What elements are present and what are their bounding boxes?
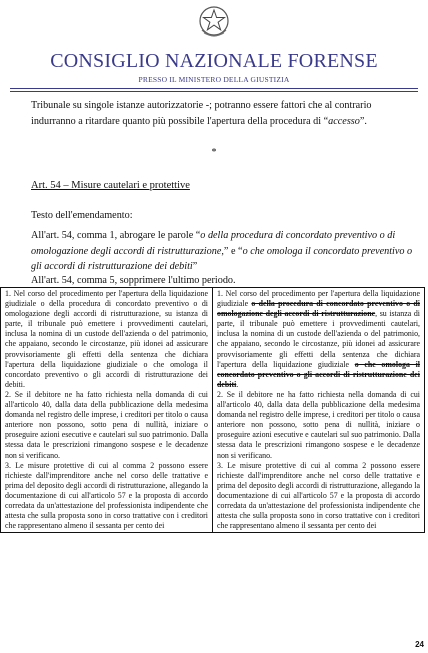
left-comma-3: 3. Le misure protettive di cui al comma 2 possono essere richieste dall'imprenditore anche nel corso delle trattative e prima del deposito degli accordi di ristrutturazione, allegando la documentazione di cui all'articolo 57 e la proposta di accordo corredata da un'attestazione del professionista indipendente che attesta che sulla proposta sono in corso trattative con i creditori che rappresentano almeno il sessanta per cento dei [5, 460, 208, 531]
header-rule [10, 88, 418, 89]
right-comma-3: 3. Le misure protettive di cui al comma 2 possono essere richieste dall'imprenditore anche nel corso delle trattative e prima del deposito degli accordi di ristrutturazione, allegando la documentazione di cui all'articolo 57 e la proposta di accordo corredata da un'attestazione del professionista indipendente che attesta che sulla proposta sono in corso trattative con i creditori che rappresentano almeno il sessanta per cento dei [217, 460, 420, 531]
struck-text: o della procedura di concordato preventivo o di omologazione degli accordi di ristrutturazione [217, 299, 420, 319]
comparison-table [0, 287, 428, 653]
amendment-paragraph: All'art. 54, comma 1, abrogare le parole “o della procedura di concordato preventivo o di omologazione degli accordi di ristrutturazione,” e “o che omologa il concordato preventivo o gli accordi di ristrutturazione dei debiti” [31, 230, 413, 273]
organization-title: CONSIGLIO NAZIONALE FORENSE [50, 50, 378, 72]
current-text-column [1, 288, 213, 533]
organization-subtitle: PRESSO IL MINISTERO DELLA GIUSTIZIA [138, 75, 290, 84]
section-separator: * [211, 147, 217, 158]
right-comma-2: 2. Se il debitore ne ha fatto richiesta nella domanda di cui all'articolo 40, dalla data della pubblicazione della medesima domanda nel registro delle imprese, i creditori per titolo o causa anteriore non possono, sotto pena di nullità, iniziare o proseguire azioni esecutive e cautelari sul suo patrimonio. Dalla stessa data le prescrizioni rimangono sospese e le decadenze non si verificano. [217, 389, 420, 460]
article-title: Art. 54 – Misure cautelari e protettive [31, 180, 190, 191]
amended-text-column [213, 288, 425, 533]
left-comma-1: 1. Nel corso del procedimento per l'apertura della liquidazione giudiziale o della procedura di concordato preventivo o di omologazione degli accordi di ristrutturazione, su istanza di parte, il tribunale può emettere i provvedimenti cautelari, inclusa la nomina di un custode dell'azienda o del patrimonio, che appaiano, secondo le circostanze, più idonei ad assicurare provvisoriamente gli effetti della sentenza che dichiara l'apertura della liquidazione giudiziale o che omologa il concordato preventivo o gli accordi di ristrutturazione dei debiti. [5, 289, 208, 389]
intro-paragraph: Tribunale su singole istanze autorizzatorie -; potranno essere fattori che al contrario indurranno a ritardare quanto più possibile l'apertura della procedura di “accesso”. [31, 100, 372, 127]
struck-text: o che omologa il concordato preventivo o gli accordi di ristrutturazione dei debiti [217, 359, 420, 389]
header-rule [10, 91, 418, 92]
page-number: 24 [415, 640, 424, 649]
italian-republic-emblem-icon [197, 4, 231, 42]
amendment-paragraph-2: All'art. 54, comma 5, sopprimere l'ultimo periodo. [31, 275, 236, 286]
amendment-label: Testo dell'emendamento: [31, 210, 133, 221]
right-comma-1: 1. Nel corso del procedimento per l'apertura della liquidazione giudiziale o della procedura di concordato preventivo o di omologazione degli accordi di ristrutturazione, su istanza di parte, il tribunale può emettere i provvedimenti cautelari, inclusa la nomina di un custode dell'azienda o del patrimonio, che appaiano, secondo le circostanze, più idonei ad assicurare provvisoriamente gli effetti della sentenza che dichiara l'apertura della liquidazione giudiziale o che omologa il concordato preventivo o gli accordi di ristrutturazione dei debiti. [217, 289, 420, 389]
left-comma-2: 2. Se il debitore ne ha fatto richiesta nella domanda di cui all'articolo 40, dalla data della pubblicazione della medesima domanda nel registro delle imprese, i creditori per titolo o causa anteriore non possono, sotto pena di nullità, iniziare o proseguire azioni esecutive e cautelari sul suo patrimonio. Dalla stessa data le prescrizioni rimangono sospese e le decadenze non si verificano. [5, 389, 208, 460]
